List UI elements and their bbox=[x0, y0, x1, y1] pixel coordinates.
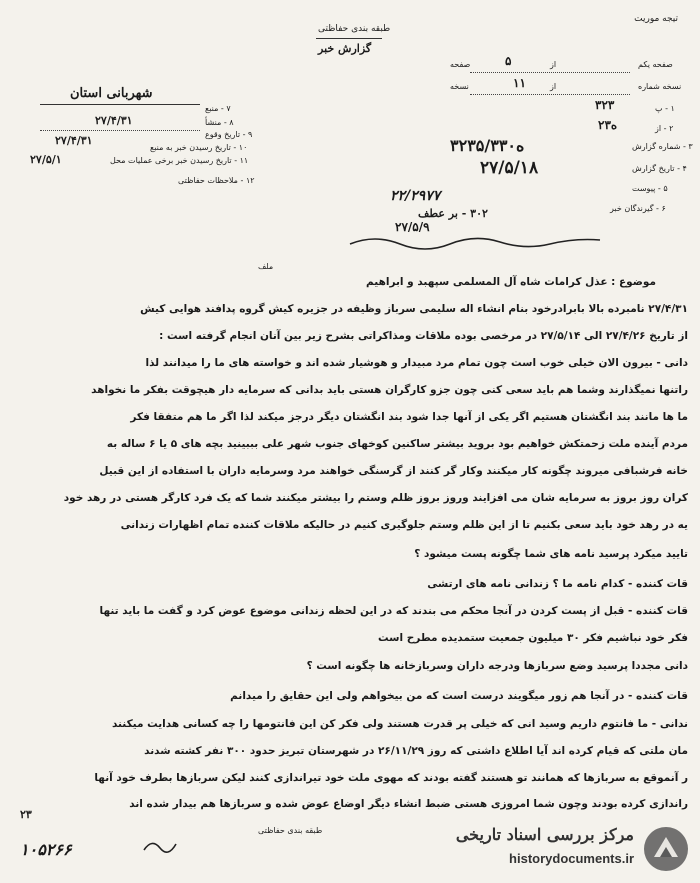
field-received-label: ۱۰ - تاریخ رسیدن خبر به منبع bbox=[150, 143, 248, 152]
watermark bbox=[412, 821, 692, 877]
field-event-date-value: ۲۷/۴/۳۱ bbox=[95, 114, 133, 127]
field-source-label: ۷ - منبع bbox=[205, 104, 231, 113]
field-3-value: ۳۲۳۵/۳ه۳۰ bbox=[450, 136, 525, 155]
field-2-value: ۲ه۳ bbox=[598, 118, 618, 132]
body-line: از تاریخ ۲۷/۴/۲۶ الی ۲۷/۵/۱۴ در مرخصی بوده ملاقات ومذاکراتی بشرح زیر بین آنان انجام گرفته است : bbox=[159, 330, 688, 342]
subject-line: موضوع : عذل کرامات شاه آل المسلمی سپهبد و ابراهیم bbox=[366, 276, 656, 288]
body-line: دانی - بیرون الان خیلی خوب است چون تمام مرد مبیدار و هوشیار شده اند و خواسته های ما را میدانند لذا bbox=[145, 357, 688, 369]
body-line: راندازی کرده بودند وچون شما امروزی هستی ضبط انشاء دیگر اوضاع عوض شده و سربازها هم بیدار شده اند bbox=[129, 798, 688, 810]
watermark-title: مرکز بررسی اسناد تاریخی bbox=[455, 825, 634, 844]
classification-label: تیجه موریت bbox=[634, 14, 678, 24]
body-line: تایید میکرد پرسید نامه های شما چگونه پست میشود ؟ bbox=[414, 548, 688, 560]
page-of-num: ۵ bbox=[505, 54, 512, 68]
field-1-value: ۳۲۳ bbox=[595, 98, 615, 112]
field-6-label: ۶ - گیرندگان خبر bbox=[610, 204, 666, 213]
copy-label: نسخه شماره bbox=[638, 82, 682, 91]
body-line: مردم آینده ملت زحمتکش خواهیم بود بروید بیشتر ساکنین کوخهای جنوب شهر علی بببینید بچه های ۵ یا ۶ ساله به bbox=[106, 438, 688, 450]
field-2-label: ۲ - از bbox=[655, 124, 674, 133]
field-event-date-label: ۹ - تاریخ وقوع bbox=[205, 130, 253, 139]
watermark-logo-icon bbox=[640, 823, 692, 875]
scribble-mark bbox=[345, 232, 605, 252]
body-line: قات کننده - قبل از پست کردن در آنجا محکم می بندند که در این لحظه زندانی موضوع عوض کرد و گفت ما باید تنها bbox=[99, 605, 688, 617]
org-label: طبقه بندی حفاظتی bbox=[318, 24, 391, 34]
body-line: راتنها نمیگذارند وشما هم باید سعی کنی چون جزو کارگران هستی باید بدانی که سرمایه دار هیچوقت بفکر ما نخواهد bbox=[91, 384, 688, 396]
province-label: شهربانی استان bbox=[70, 86, 153, 101]
report-title: گزارش خبر bbox=[318, 42, 372, 55]
ref-number: ۲۲/۲۹۷۷ bbox=[390, 188, 441, 204]
body-line: دانی مجددا پرسید وضع سربازها ودرجه داران وسربازخانه ها چگونه است ؟ bbox=[306, 660, 688, 672]
body-line: ندانی - ما فانتوم داریم وسید انی که خیلی پر قدرت هستند ولی فکر کن این فانتومها را چه کسانی هدایت میکنند bbox=[111, 718, 688, 730]
ref-date: ۲۷/۵/۹ bbox=[395, 220, 430, 234]
body-line: ما ها مانند بند انگشتان هستیم اگر یکی از آنها جدا شود بند انگشتان دیگر درجز میکند لذا اگر ما هم متفقا فکر bbox=[130, 411, 688, 423]
body-line: قات کننده - در آنجا هم زور میگویند درست است که من بیخواهم ولی این حقایق را میدانم bbox=[230, 690, 688, 702]
page-of-label: صفحه یکم bbox=[638, 60, 673, 69]
field-received-value: ۲۷/۴/۳۱ bbox=[55, 134, 93, 147]
page-of-mid: از bbox=[550, 60, 557, 69]
field-3-label: ۳ - شماره گزارش bbox=[632, 142, 693, 151]
footer-org: طبقه بندی حفاظتی bbox=[258, 826, 323, 835]
copy-end: نسخه bbox=[450, 82, 469, 91]
watermark-url: historydocuments.ir bbox=[509, 851, 634, 866]
body-line: فکر خود نباشیم فکر ۳۰ میلیون جمعیت ستمدیده مطرح است bbox=[378, 632, 688, 644]
body-line: قات کننده - کدام نامه ما ؟ زندانی نامه های ارتشی bbox=[427, 578, 688, 590]
field-1-label: ۱ - پ bbox=[655, 104, 675, 113]
body-line: مان ملتی که قیام کرده اند آیا اطلاع داشتی که روز ۲۶/۱۱/۲۹ در شهرستان تبریز حدود ۳۰۰ نفر کشته شدند bbox=[144, 745, 688, 757]
body-line: کران روز بروز به سرمایه شان می افزایند وروز بروز ظلم وستم را بیشتر میکنند شما که یک فرد کارگر هستی در رهد خود bbox=[63, 492, 688, 504]
ref-atf: ۳۰۲ - بر عطف bbox=[418, 207, 488, 220]
copy-num: ۱۱ bbox=[513, 76, 526, 90]
footer-page-num: ۲۳ bbox=[20, 808, 32, 821]
footer-number: ۱۰۵۲۶۶ bbox=[20, 840, 72, 859]
field-notes-label: ۱۲ - ملاحظات حفاظتی bbox=[178, 176, 255, 185]
field-ops-value: ۲۷/۵/۱ bbox=[30, 153, 62, 166]
field-ops-label: ۱۱ - تاریخ رسیدن خبر برخی عملیات محل bbox=[110, 156, 249, 165]
body-line: ر آنموقع به سربازها که همانند تو هستند گفته بودند که مهوی ملت خود تیراندازی کنند لیکن سربازها بطرف خود آنها bbox=[94, 772, 688, 784]
field-4-label: ۴ - تاریخ گزارش bbox=[632, 164, 687, 173]
body-line: یه در رهد خود باید سعی بکنیم تا از این ظلم وستم جلوگیری کنیم در حالیکه ملاقات کننده تمام اظهارات زندانی bbox=[120, 519, 688, 531]
stamp-mark: ملف bbox=[258, 262, 274, 271]
page-of-end: صفحه bbox=[450, 60, 471, 69]
field-4-value: ۲۷/۵/۱۸ bbox=[480, 158, 539, 178]
copy-mid: از bbox=[550, 82, 557, 91]
field-origin-label: ۸ - منشأ bbox=[205, 118, 234, 127]
body-line: خانه فرشبافی میروند چگونه کار میکنند وکار گر کنند از گرسنگی خواهند مرد وسرمایه داران با استفاده از این قبیل bbox=[99, 465, 688, 477]
signature-mark bbox=[140, 836, 180, 858]
field-5-label: ۵ - پیوست bbox=[632, 184, 668, 193]
body-line: ۲۷/۴/۳۱ نامبرده بالا بابرادرخود بنام انشاء اله سلیمی سرباز وظیفه در جزیره کیش گروه پدافند هوایی کیش bbox=[140, 303, 688, 315]
